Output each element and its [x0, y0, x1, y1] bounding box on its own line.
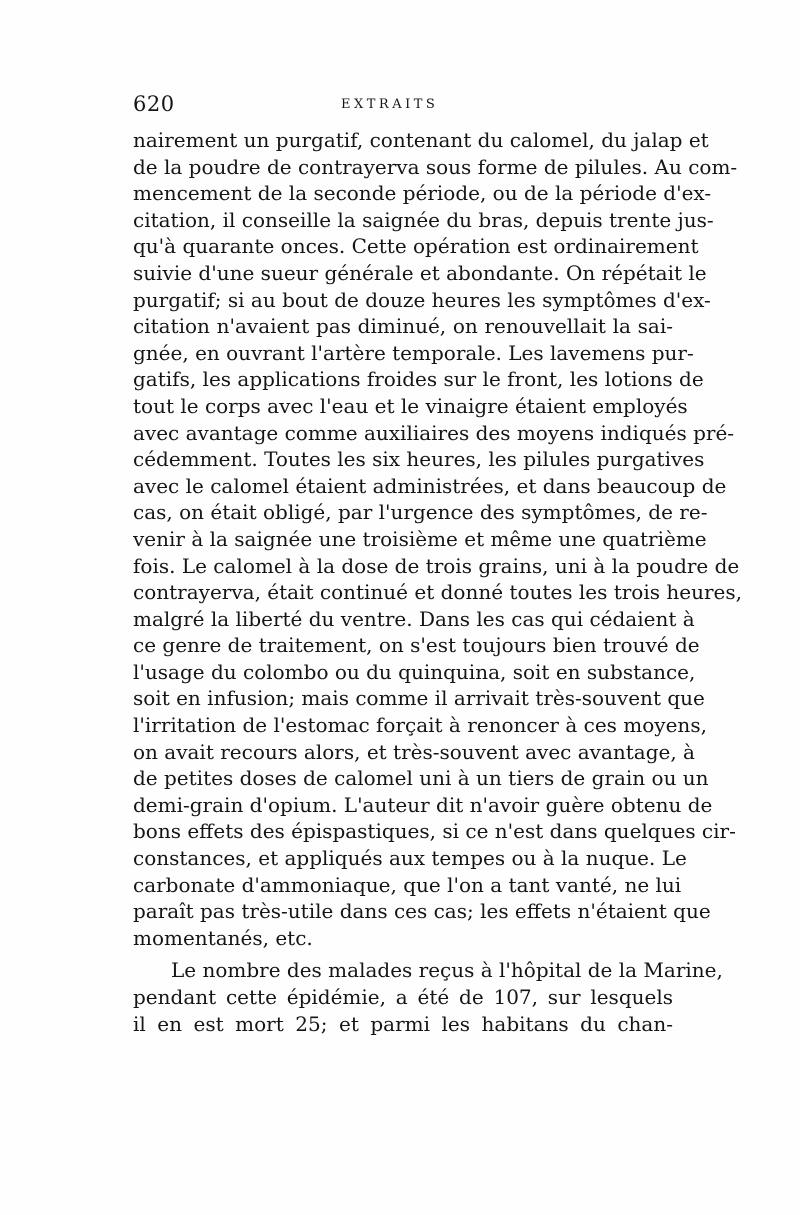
text-line: pendant cette épidémie, a été de 107, sur lesquels [133, 985, 673, 1009]
text-line: fois. Le calomel à la dose de trois grains, uni à la poudre de [133, 553, 740, 578]
text-line: contrayerva, était continué et donné toutes les trois heures, [133, 580, 742, 605]
text-line: citation n'avaient pas diminué, on renouvellait la sai- [133, 314, 673, 339]
text-line: venir à la saignée une troisième et même une quatrième [133, 526, 707, 551]
body-text [133, 127, 742, 1037]
text-line: qu'à quarante onces. Cette opération est ordinairement [133, 234, 699, 259]
text-line: tout le corps avec l'eau et le vinaigre étaient employés [133, 393, 688, 418]
text-line: avec le calomel étaient administrées, et dans beaucoup de [133, 473, 727, 498]
paragraph-2 [133, 957, 723, 1037]
text-line: ce genre de traitement, on s'est toujours bien trouvé de [133, 633, 700, 658]
page-header [133, 92, 668, 122]
text-line: avec avantage comme auxiliaires des moyens indiqués pré- [133, 420, 735, 445]
text-line: soit en infusion; mais comme il arrivait très-souvent que [133, 686, 705, 711]
running-head: EXTRAITS [341, 97, 439, 112]
text-line: carbonate d'ammoniaque, que l'on a tant vanté, ne lui [133, 872, 682, 897]
text-line: nairement un purgatif, contenant du calomel, du jalap et [133, 128, 709, 152]
page-number: 620 [133, 92, 175, 116]
text-line: il en est mort 25; et parmi les habitans du chan- [133, 1011, 673, 1036]
text-line: mencement de la seconde période, ou de la période d'ex- [133, 181, 712, 206]
text-line: l'irritation de l'estomac forçait à renoncer à ces moyens, [133, 713, 707, 738]
text-line: demi-grain d'opium. L'auteur dit n'avoir guère obtenu de [133, 792, 713, 817]
text-line: momentanés, etc. [133, 925, 313, 950]
text-line: paraît pas très-utile dans ces cas; les effets n'étaient que [133, 899, 711, 924]
text-line: gatifs, les applications froides sur le front, les lotions de [133, 367, 704, 392]
text-line: gnée, en ouvrant l'artère temporale. Les lavemens pur- [133, 340, 694, 365]
text-line: cas, on était obligé, par l'urgence des symptômes, de re- [133, 500, 708, 525]
text-line: malgré la liberté du ventre. Dans les cas qui cédaient à [133, 606, 695, 631]
text-line: Le nombre des malades reçus à l'hôpital de la Marine, [171, 958, 723, 983]
text-line: de la poudre de contrayerva sous forme de pilules. Au com- [133, 154, 738, 179]
paragraph-1 [133, 127, 742, 951]
text-line: cédemment. Toutes les six heures, les pilules purgatives [133, 447, 705, 472]
text-line: bons effets des épispastiques, si ce n'est dans quelques cir- [133, 819, 736, 844]
text-line: l'usage du colombo ou du quinquina, soit en substance, [133, 659, 696, 684]
text-line: de petites doses de calomel uni à un tiers de grain ou un [133, 766, 709, 791]
text-line: purgatif; si au bout de douze heures les symptômes d'ex- [133, 287, 711, 312]
text-line: constances, et appliqués aux tempes ou à la nuque. Le [133, 846, 687, 871]
text-line: on avait recours alors, et très-souvent avec avantage, à [133, 739, 695, 764]
text-line: citation, il conseille la saignée du bras, depuis trente jus- [133, 207, 714, 232]
text-line: suivie d'une sueur générale et abondante. On répétait le [133, 260, 707, 285]
